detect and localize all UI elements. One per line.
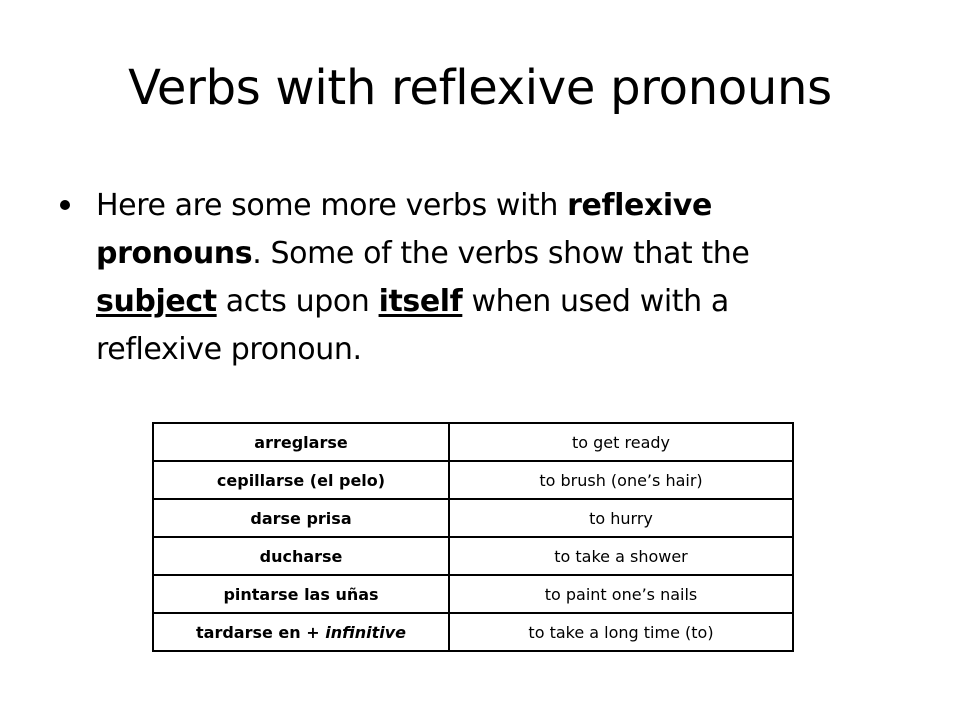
verb-term: cepillarse (el pelo) bbox=[216, 470, 386, 490]
bullet-text bbox=[96, 182, 846, 374]
bullet-text-part3: acts upon bbox=[216, 284, 379, 319]
verb-meaning: to brush (one’s hair) bbox=[449, 461, 793, 499]
verb-table bbox=[152, 422, 794, 652]
verb-term: arreglarse bbox=[254, 432, 348, 452]
table-row bbox=[153, 423, 793, 461]
table-row bbox=[153, 613, 793, 651]
table-row bbox=[153, 499, 793, 537]
table-row bbox=[153, 575, 793, 613]
table-row bbox=[153, 461, 793, 499]
bullet-dot-icon bbox=[60, 200, 70, 210]
verb-term-cell bbox=[153, 423, 449, 461]
bullet-text-part4: when used with a reflexive pronoun. bbox=[96, 284, 729, 367]
verb-term-cell bbox=[153, 613, 449, 651]
verb-term: tardarse en + bbox=[196, 622, 326, 642]
slide-title: Verbs with reflexive pronouns bbox=[128, 60, 832, 116]
verb-meaning: to take a shower bbox=[449, 537, 793, 575]
verb-term-cell bbox=[153, 499, 449, 537]
verb-term-cell bbox=[153, 575, 449, 613]
verb-meaning: to paint one’s nails bbox=[449, 575, 793, 613]
bullet-bold-reflexive-pronouns: reflexive pronouns bbox=[96, 188, 712, 271]
table-row bbox=[153, 537, 793, 575]
verb-term: ducharse bbox=[259, 546, 343, 566]
verb-meaning: to get ready bbox=[449, 423, 793, 461]
verb-meaning: to hurry bbox=[449, 499, 793, 537]
verb-term-suffix: infinitive bbox=[325, 622, 406, 642]
verb-term-cell bbox=[153, 537, 449, 575]
bullet-text-part2: . Some of the verbs show that the bbox=[252, 236, 750, 271]
verb-term: darse prisa bbox=[250, 508, 352, 528]
verb-meaning: to take a long time (to) bbox=[449, 613, 793, 651]
bullet-text-part1: Here are some more verbs with bbox=[96, 188, 568, 223]
verb-term: pintarse las uñas bbox=[223, 584, 379, 604]
bullet-underline-subject: subject bbox=[96, 284, 217, 319]
verb-term-cell bbox=[153, 461, 449, 499]
bullet-underline-itself: itself bbox=[378, 284, 463, 319]
